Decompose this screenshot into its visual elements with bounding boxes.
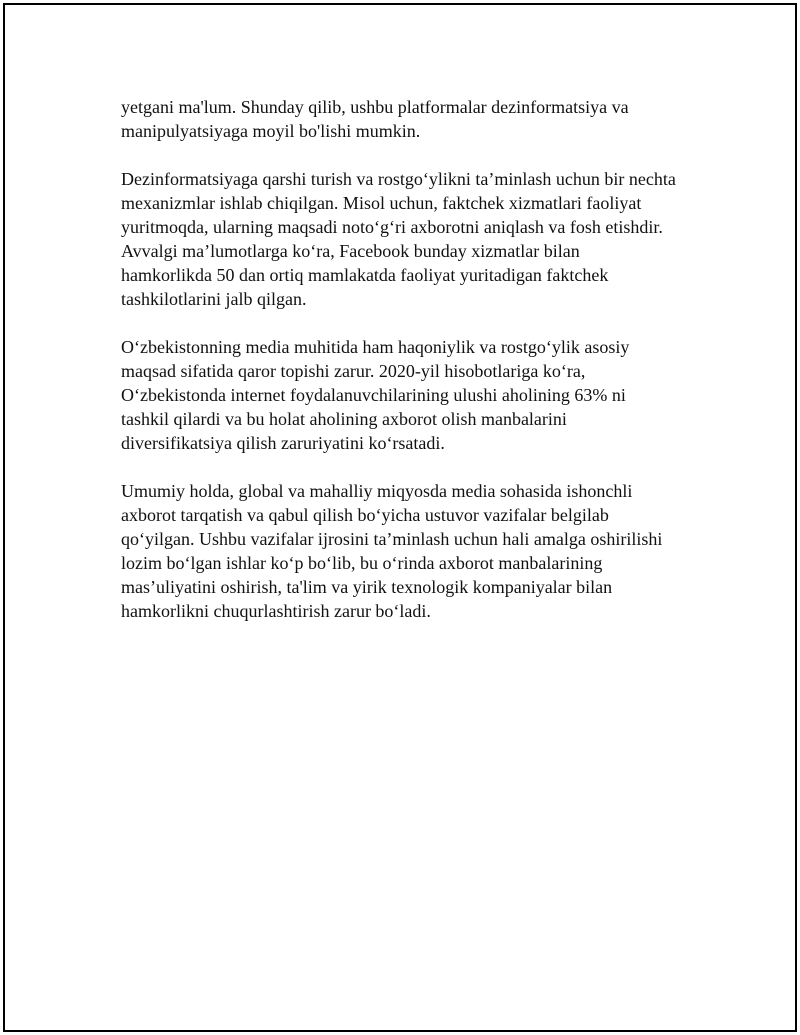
text-line: hamkorlikni chuqurlashtirish zarur bo‘ladi.	[121, 601, 431, 621]
text-line: Dezinformatsiyaga qarshi turish va rostgo‘ylikni ta’minlash uchun bir nechta	[121, 169, 676, 189]
text-line: maqsad sifatida qaror topishi zarur. 2020-yil hisobotlariga ko‘ra,	[121, 361, 586, 381]
text-line: qo‘yilgan. Ushbu vazifalar ijrosini ta’minlash uchun hali amalga oshirilishi	[121, 529, 663, 549]
paragraph-2	[121, 167, 701, 311]
paragraph-1	[121, 95, 701, 143]
text-line: axborot tarqatish va qabul qilish bo‘yicha ustuvor vazifalar belgilab	[121, 505, 609, 525]
paragraph-3	[121, 335, 701, 455]
text-line: tashkil qilardi va bu holat aholining axborot olish manbalarini	[121, 409, 567, 429]
text-line: tashkilotlarini jalb qilgan.	[121, 289, 307, 309]
text-line: mas’uliyatini oshirish, ta'lim va yirik texnologik kompaniyalar bilan	[121, 577, 613, 597]
document-body	[121, 95, 701, 647]
text-line: Avvalgi ma’lumotlarga ko‘ra, Facebook bunday xizmatlar bilan	[121, 241, 580, 261]
text-line: yuritmoqda, ularning maqsadi noto‘g‘ri axborotni aniqlash va fosh etishdir.	[121, 217, 663, 237]
page-border	[3, 3, 797, 1032]
text-line: mexanizmlar ishlab chiqilgan. Misol uchun, faktchek xizmatlari faoliyat	[121, 193, 642, 213]
text-line: yetgani ma'lum. Shunday qilib, ushbu platformalar dezinformatsiya va	[121, 97, 629, 117]
text-line: Umumiy holda, global va mahalliy miqyosda media sohasida ishonchli	[121, 481, 633, 501]
text-line: manipulyatsiyaga moyil bo'lishi mumkin.	[121, 121, 421, 141]
text-line: O‘zbekistonning media muhitida ham haqoniylik va rostgo‘ylik asosiy	[121, 337, 630, 357]
text-line: hamkorlikda 50 dan ortiq mamlakatda faoliyat yuritadigan faktchek	[121, 265, 609, 285]
paragraph-4	[121, 479, 701, 623]
text-line: diversifikatsiya qilish zaruriyatini ko‘rsatadi.	[121, 433, 445, 453]
text-line: lozim bo‘lgan ishlar ko‘p bo‘lib, bu o‘rinda axborot manbalarining	[121, 553, 603, 573]
text-line: O‘zbekistonda internet foydalanuvchilarining ulushi aholining 63% ni	[121, 385, 626, 405]
